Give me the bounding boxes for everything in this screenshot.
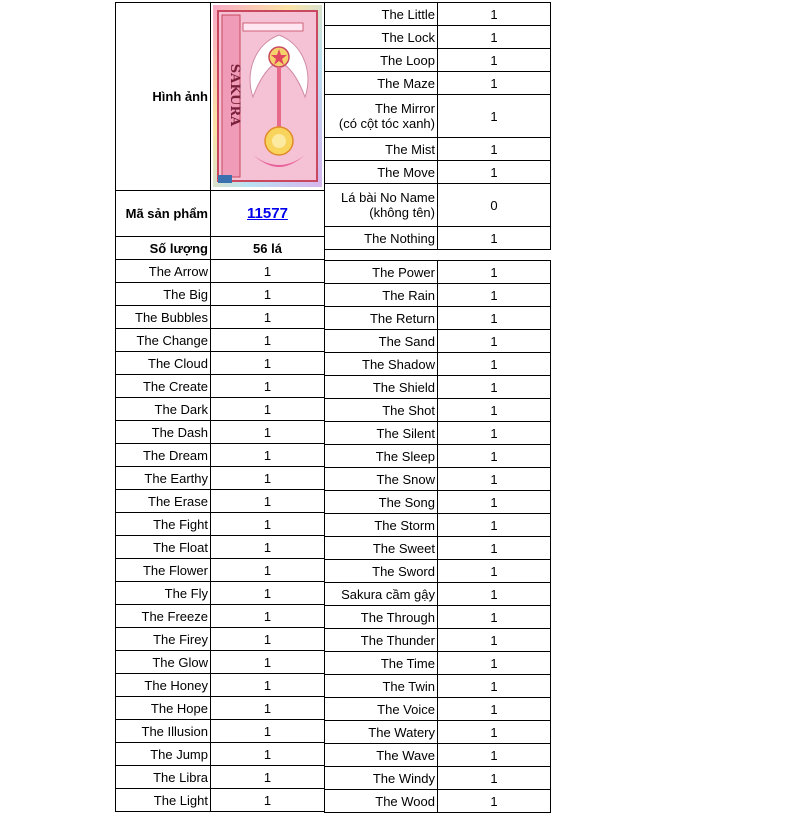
card-row: [116, 536, 325, 559]
card-quantity: 1: [211, 444, 325, 467]
card-name: [116, 352, 211, 375]
card-quantity: 1: [211, 490, 325, 513]
card-name-line: The Voice: [377, 701, 435, 717]
card-name: [325, 49, 438, 72]
card-name: [325, 652, 438, 675]
card-name-line: The Bubbles: [135, 309, 208, 325]
card-name-line: The Float: [153, 539, 208, 555]
card-name-line: The Sword: [372, 563, 435, 579]
card-name-line: The Time: [380, 655, 435, 671]
card-name-line: The Sweet: [372, 540, 435, 556]
card-name-line: The Hope: [150, 700, 208, 716]
card-name-line: The Move: [377, 164, 435, 180]
card-quantity: 1: [211, 720, 325, 743]
card-quantity: 1: [211, 513, 325, 536]
card-name: [116, 467, 211, 490]
card-row: [116, 789, 325, 812]
card-row: [116, 651, 325, 674]
right-bottom-card-table: [324, 260, 551, 813]
card-quantity: 1: [211, 651, 325, 674]
card-quantity: 1: [438, 353, 551, 376]
card-name: [116, 743, 211, 766]
card-row: [325, 95, 551, 138]
card-title-art: [227, 64, 242, 127]
card-name: [325, 353, 438, 376]
card-name: [116, 283, 211, 306]
card-name: [325, 422, 438, 445]
card-name-line: The Maze: [377, 75, 435, 91]
card-row: [325, 49, 551, 72]
card-row: [116, 375, 325, 398]
card-name-line: The Loop: [380, 52, 435, 68]
card-row: [325, 138, 551, 161]
card-name: [325, 721, 438, 744]
card-quantity: 1: [438, 445, 551, 468]
card-name-line: The Snow: [376, 471, 435, 487]
card-name-line: The Honey: [144, 677, 208, 693]
card-row: [325, 606, 551, 629]
card-name: [116, 582, 211, 605]
card-name-line: The Shot: [382, 402, 435, 418]
card-quantity: 1: [438, 284, 551, 307]
card-quantity: 1: [438, 161, 551, 184]
card-name-line: The Watery: [368, 724, 435, 740]
card-quantity: 1: [211, 674, 325, 697]
card-row: [116, 283, 325, 306]
card-quantity: 1: [211, 329, 325, 352]
card-row: [116, 674, 325, 697]
card-name: [116, 674, 211, 697]
card-row: [325, 514, 551, 537]
card-name-line: The Create: [142, 378, 208, 394]
card-quantity: 1: [438, 721, 551, 744]
card-quantity: 1: [438, 675, 551, 698]
quantity-row: [116, 237, 325, 260]
card-quantity: 1: [438, 560, 551, 583]
card-name-line: The Dark: [154, 401, 208, 417]
card-row: [325, 445, 551, 468]
card-row: [325, 698, 551, 721]
card-quantity: 1: [211, 260, 325, 283]
card-quantity: 1: [438, 537, 551, 560]
card-name: [325, 184, 438, 227]
card-quantity: 1: [438, 227, 551, 250]
card-row: [116, 513, 325, 536]
card-quantity: 1: [438, 744, 551, 767]
card-name: [325, 790, 438, 813]
card-row: [116, 743, 325, 766]
card-row: [325, 72, 551, 95]
card-name-line: The Mist: [385, 141, 435, 157]
card-row: [116, 467, 325, 490]
card-name: [325, 161, 438, 184]
card-name-line: The Twin: [382, 678, 435, 694]
card-name: [325, 468, 438, 491]
card-name: [116, 789, 211, 812]
card-quantity: 1: [438, 261, 551, 284]
card-name-line: The Shadow: [362, 356, 435, 372]
card-row: [325, 184, 551, 227]
card-row: [116, 398, 325, 421]
card-name-line: The Song: [378, 494, 435, 510]
card-row: [325, 399, 551, 422]
card-row: [325, 537, 551, 560]
card-name: [116, 720, 211, 743]
card-quantity: 1: [438, 491, 551, 514]
card-row: [116, 720, 325, 743]
card-name-line: The Cloud: [148, 355, 208, 371]
left-card-table: [115, 2, 325, 812]
card-name: [325, 698, 438, 721]
card-quantity: 1: [438, 330, 551, 353]
svg-text:SAKURA: SAKURA: [227, 63, 242, 127]
card-quantity: 1: [211, 559, 325, 582]
card-name: [116, 651, 211, 674]
card-name-line: The Arrow: [148, 263, 208, 279]
card-name-line: Sakura cầm gậy: [341, 586, 435, 602]
card-name-note: (không tên): [369, 205, 435, 220]
card-name: [325, 744, 438, 767]
card-name-line: The Fly: [164, 585, 208, 601]
card-row: [325, 376, 551, 399]
product-code-link[interactable]: 11577: [247, 205, 288, 222]
card-name: [325, 3, 438, 26]
card-quantity: 1: [211, 789, 325, 812]
card-row: [325, 767, 551, 790]
card-name: [116, 421, 211, 444]
card-row: [325, 284, 551, 307]
card-name: [325, 261, 438, 284]
card-quantity: 1: [211, 306, 325, 329]
card-name: [325, 629, 438, 652]
card-quantity: 1: [438, 698, 551, 721]
card-name: [325, 330, 438, 353]
card-name-line: The Thunder: [360, 632, 435, 648]
card-row: [325, 790, 551, 813]
card-name: [116, 628, 211, 651]
card-name: [116, 306, 211, 329]
card-name: [116, 766, 211, 789]
product-image-cell: [211, 3, 325, 191]
card-row: [325, 744, 551, 767]
card-quantity: 1: [211, 697, 325, 720]
card-name-line: The Flower: [142, 562, 208, 578]
quantity-label: Số lượng: [116, 237, 211, 260]
card-name: [325, 514, 438, 537]
card-name-line: The Change: [136, 332, 208, 348]
card-name: [116, 398, 211, 421]
image-row: [116, 3, 325, 191]
card-quantity: 1: [211, 421, 325, 444]
card-name: [116, 697, 211, 720]
sakura-card-image: [213, 5, 322, 187]
card-quantity: 1: [438, 790, 551, 813]
card-name-line: The Sleep: [375, 448, 435, 464]
card-name-line: The Wood: [375, 793, 435, 809]
card-quantity: 1: [438, 652, 551, 675]
card-quantity: 1: [211, 398, 325, 421]
card-quantity: 1: [211, 352, 325, 375]
card-name: [325, 445, 438, 468]
card-name-line: The Glow: [152, 654, 208, 670]
card-name-line: The Power: [372, 264, 435, 280]
card-row: [325, 261, 551, 284]
card-row: [325, 307, 551, 330]
card-name-note: (có cột tóc xanh): [338, 116, 435, 131]
card-name: [325, 227, 438, 250]
card-name-line: The Wave: [376, 747, 435, 763]
card-name: [116, 605, 211, 628]
card-name-line: The Freeze: [141, 608, 208, 624]
card-row: [325, 721, 551, 744]
card-name-line: The Shield: [372, 379, 435, 395]
card-name: [325, 537, 438, 560]
card-quantity: 1: [211, 536, 325, 559]
card-row: [325, 3, 551, 26]
card-name-line: The Illusion: [141, 723, 208, 739]
card-row: [325, 629, 551, 652]
card-row: [116, 766, 325, 789]
card-quantity: 1: [211, 605, 325, 628]
card-name: [116, 490, 211, 513]
card-name-line: Lá bài No Name: [341, 190, 435, 205]
card-name: [325, 491, 438, 514]
card-row: [325, 468, 551, 491]
card-row: [325, 26, 551, 49]
card-name: [325, 399, 438, 422]
card-name-line: The Firey: [153, 631, 208, 647]
card-name-line: The Earthy: [144, 470, 208, 486]
card-quantity: 1: [438, 138, 551, 161]
card-name: [325, 72, 438, 95]
card-quantity: 1: [211, 467, 325, 490]
card-row: [116, 260, 325, 283]
card-row: [116, 605, 325, 628]
card-name: [116, 513, 211, 536]
card-name-line: The Big: [163, 286, 208, 302]
card-quantity: 1: [438, 422, 551, 445]
card-row: [325, 675, 551, 698]
card-quantity: 1: [438, 49, 551, 72]
card-quantity: 1: [211, 743, 325, 766]
card-quantity: 1: [211, 582, 325, 605]
product-code-label: Mã sản phẩm: [116, 191, 211, 237]
card-name: [325, 138, 438, 161]
card-name: [325, 284, 438, 307]
card-quantity: 1: [438, 468, 551, 491]
card-row: [325, 227, 551, 250]
card-name: [325, 583, 438, 606]
right-top-card-table: [324, 2, 551, 250]
card-row: [116, 697, 325, 720]
card-row: [116, 352, 325, 375]
card-name: [116, 329, 211, 352]
card-quantity: 1: [438, 26, 551, 49]
card-name: [116, 536, 211, 559]
card-quantity: 1: [211, 628, 325, 651]
card-quantity: 1: [438, 307, 551, 330]
card-row: [116, 421, 325, 444]
card-name-line: The Lock: [381, 29, 435, 45]
card-name-line: The Sand: [378, 333, 435, 349]
card-quantity: 0: [438, 184, 551, 227]
card-row: [116, 582, 325, 605]
card-name-line: The Erase: [148, 493, 208, 509]
card-quantity: 1: [438, 767, 551, 790]
card-row: [325, 491, 551, 514]
card-name: [325, 560, 438, 583]
card-name: [325, 675, 438, 698]
card-name-line: The Little: [381, 6, 435, 22]
card-name: [325, 376, 438, 399]
card-quantity: 1: [438, 72, 551, 95]
card-name-line: The Light: [153, 792, 208, 808]
card-name: [325, 606, 438, 629]
card-name-line: The Mirror: [375, 101, 435, 116]
card-name-line: The Dash: [151, 424, 208, 440]
card-row: [116, 444, 325, 467]
card-quantity: 1: [211, 375, 325, 398]
card-name-line: The Storm: [374, 517, 435, 533]
product-code-row: [116, 191, 325, 237]
product-code-cell: [211, 191, 325, 237]
card-quantity: 1: [438, 95, 551, 138]
card-name-line: The Through: [360, 609, 435, 625]
card-name: [116, 260, 211, 283]
quantity-value: 56 lá: [211, 237, 325, 260]
card-name-line: The Jump: [150, 746, 208, 762]
card-name-line: The Return: [369, 310, 435, 326]
card-name: [116, 444, 211, 467]
card-row: [325, 161, 551, 184]
card-name-line: The Rain: [382, 287, 435, 303]
card-row: [325, 422, 551, 445]
card-name-line: The Fight: [153, 516, 208, 532]
card-name-line: The Dream: [142, 447, 208, 463]
card-quantity: 1: [438, 606, 551, 629]
card-name-line: The Silent: [376, 425, 435, 441]
card-name-line: The Windy: [372, 770, 435, 786]
card-row: [116, 306, 325, 329]
card-quantity: 1: [438, 376, 551, 399]
card-quantity: 1: [438, 514, 551, 537]
card-name-line: The Nothing: [364, 230, 435, 246]
card-quantity: 1: [211, 766, 325, 789]
card-row: [325, 583, 551, 606]
card-quantity: 1: [211, 283, 325, 306]
card-name: [325, 307, 438, 330]
card-row: [116, 628, 325, 651]
card-quantity: 1: [438, 3, 551, 26]
card-quantity: 1: [438, 583, 551, 606]
card-row: [325, 652, 551, 675]
card-name: [325, 767, 438, 790]
card-row: [116, 329, 325, 352]
card-quantity: 1: [438, 399, 551, 422]
card-row: [325, 330, 551, 353]
card-name: [116, 559, 211, 582]
card-row: [325, 560, 551, 583]
card-name: [116, 375, 211, 398]
card-row: [116, 559, 325, 582]
card-name-line: The Libra: [153, 769, 208, 785]
card-quantity: 1: [438, 629, 551, 652]
image-label: Hình ảnh: [116, 3, 211, 191]
card-name: [325, 26, 438, 49]
card-name: [325, 95, 438, 138]
card-row: [116, 490, 325, 513]
card-row: [325, 353, 551, 376]
